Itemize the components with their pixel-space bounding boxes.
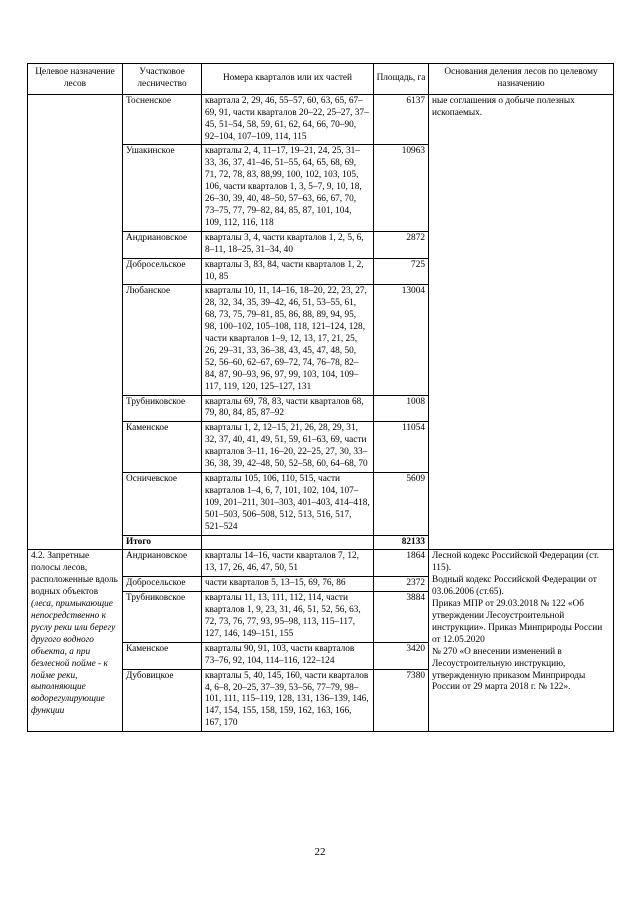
area-cell: 11054	[374, 422, 429, 473]
quarters-cell: части кварталов 5, 13–15, 69, 76, 86	[202, 577, 374, 592]
area-cell: 1864	[374, 550, 429, 577]
area-cell: 2872	[374, 231, 429, 258]
purpose-cell-water-protection	[28, 550, 123, 732]
quarters-cell: кварталы 11, 13, 111, 112, 114, части кварталов 1, 9, 23, 31, 46, 51, 52, 56, 63, 72, 73, 76, 77, 93, 95–98, 113, 115–117, 127, 146, 149–151, 155	[202, 592, 374, 643]
quarters-cell: кварталы 10, 11, 14–16, 18–20, 22, 23, 27, 28, 32, 34, 35, 39–42, 46, 51, 53–55, 61, 68, 73, 75, 79–81, 85, 86, 88, 89, 94, 95, 98, 100–102, 105–108, 118, 121–124, 128, части кварталов 1–9, 12, 13, 17, 21, 25, 26, 29–31, 33, 36–38, 43, 45, 47, 48, 50, 52, 56–60, 62–67, 69–72, 74, 76–78, 82–84, 87, 90–93, 96, 97, 99, 103, 104, 109–117, 119, 120, 125–127, 131	[202, 285, 374, 395]
forestry-cell: Любанское	[123, 285, 202, 395]
total-area: 82133	[374, 535, 429, 550]
area-cell: 7380	[374, 669, 429, 732]
quarters-cell: кварталы 3, 4, части кварталов 1, 2, 5, 6, 8–11, 18–25, 31–34, 40	[202, 231, 374, 258]
forestry-cell: Тосненское	[123, 94, 202, 145]
quarters-cell: кварталы 105, 106, 110, 515, части кварталов 1–4, 6, 7, 101, 102, 104, 107–109, 201–211, 301–303, 401–403, 414–418, 501–503, 506–508, 512, 513, 516, 517, 521–524	[202, 473, 374, 536]
forestry-cell: Добросельское	[123, 577, 202, 592]
quarters-cell: кварталы 14–16, части кварталов 7, 12, 13, 17, 26, 46, 47, 50, 51	[202, 550, 374, 577]
area-cell: 5609	[374, 473, 429, 536]
area-cell: 3420	[374, 642, 429, 669]
purpose-title: 4.2. Запретные полосы лесов, расположенные вдоль водных объектов	[31, 551, 118, 598]
quarters-cell: кварталы 3, 83, 84, части кварталов 1, 2, 10, 85	[202, 258, 374, 285]
quarters-cell: кварталы 90, 91, 103, части кварталов 73–76, 92, 104, 114–116, 122–124	[202, 642, 374, 669]
basis-cell-continued: ные соглашения о добыче полезных ископаемых.	[429, 94, 614, 550]
forestry-cell: Андриановское	[123, 550, 202, 577]
forestry-cell: Каменское	[123, 642, 202, 669]
forest-purpose-table	[27, 63, 614, 732]
purpose-description: (леса, примыкающие непосредственно к руслу реки или берегу другого водного объекта, а при безлесной пойме - к пойме реки, выполняющие водорегулирующие функции	[31, 599, 116, 717]
header-purpose: Целевое назначение лесов	[28, 64, 123, 95]
page-number: 22	[314, 846, 326, 858]
forestry-cell: Андриановское	[123, 231, 202, 258]
purpose-cell-continued	[28, 94, 123, 550]
total-label: Итого	[123, 535, 202, 550]
area-cell: 725	[374, 258, 429, 285]
table-row	[28, 94, 614, 145]
header-forestry: Участковое лесничество	[123, 64, 202, 95]
table-header-row	[28, 64, 614, 95]
forestry-cell: Трубниковское	[123, 395, 202, 422]
forestry-cell: Добросельское	[123, 258, 202, 285]
header-area: Площадь, га	[374, 64, 429, 95]
header-quarters: Номера кварталов или их частей	[202, 64, 374, 95]
forestry-cell: Трубниковское	[123, 592, 202, 643]
forestry-cell: Дубовицкое	[123, 669, 202, 732]
area-cell: 10963	[374, 145, 429, 231]
basis-cell: Лесной кодекс Российской Федерации (ст. 115). Водный кодекс Российской Федерации от 03.06.2006 (ст.65). Приказ МПР от 29.03.2018 № 122 «Об утверждении Лесоустроительной инструкции». Приказ Минприроды России от 12.05.2020 № 270 «О внесении изменений в Лесоустроительную инструкцию, утвержденную приказом Минприроды России от 29 марта 2018 г. № 122».	[429, 550, 614, 732]
quarters-cell: кварталы 1, 2, 12–15, 21, 26, 28, 29, 31, 32, 37, 40, 41, 49, 51, 59, 61–63, 69, части кварталов 3–11, 16–20, 22–25, 27, 30, 33–36, 38, 39, 42–48, 50, 52–58, 60, 64–68, 70	[202, 422, 374, 473]
quarters-cell: кварталы 5, 40, 145, 160, части кварталов 4, 6–8, 20–25, 37–39, 53–56, 77–79, 98–101, 111, 115–119, 128, 131, 136–139, 146, 147, 154, 155, 158, 159, 162, 163, 166, 167, 170	[202, 669, 374, 732]
quarters-cell: кварталы 2, 4, 11–17, 19–21, 24, 25, 31–33, 36, 37, 41–46, 51–55, 64, 65, 68, 69, 71, 72, 78, 83, 88,99, 100, 102, 103, 105, 106, части кварталов 1, 3, 5–7, 9, 10, 18, 26–30, 39, 40, 48–50, 57–63, 66, 67, 70, 73–75, 77, 79–82, 84, 85, 87, 101, 104, 109, 112, 116, 118	[202, 145, 374, 231]
total-quarters-empty	[202, 535, 374, 550]
table-row	[28, 550, 614, 577]
header-basis: Основания деления лесов по целевому назначению	[429, 64, 614, 95]
area-cell: 6137	[374, 94, 429, 145]
area-cell: 3884	[374, 592, 429, 643]
quarters-cell: кварталы 69, 78, 83, части кварталов 68, 79, 80, 84, 85, 87–92	[202, 395, 374, 422]
area-cell: 2372	[374, 577, 429, 592]
area-cell: 1008	[374, 395, 429, 422]
forestry-cell: Осничевское	[123, 473, 202, 536]
quarters-cell: квартала 2, 29, 46, 55–57, 60, 63, 65, 67–69, 91, части кварталов 20–22, 25–27, 37–45, 51–54, 58, 59, 61, 62, 64, 66, 70–90, 92–104, 107–109, 114, 115	[202, 94, 374, 145]
area-cell: 13004	[374, 285, 429, 395]
forestry-cell: Ушакинское	[123, 145, 202, 231]
forestry-cell: Каменское	[123, 422, 202, 473]
